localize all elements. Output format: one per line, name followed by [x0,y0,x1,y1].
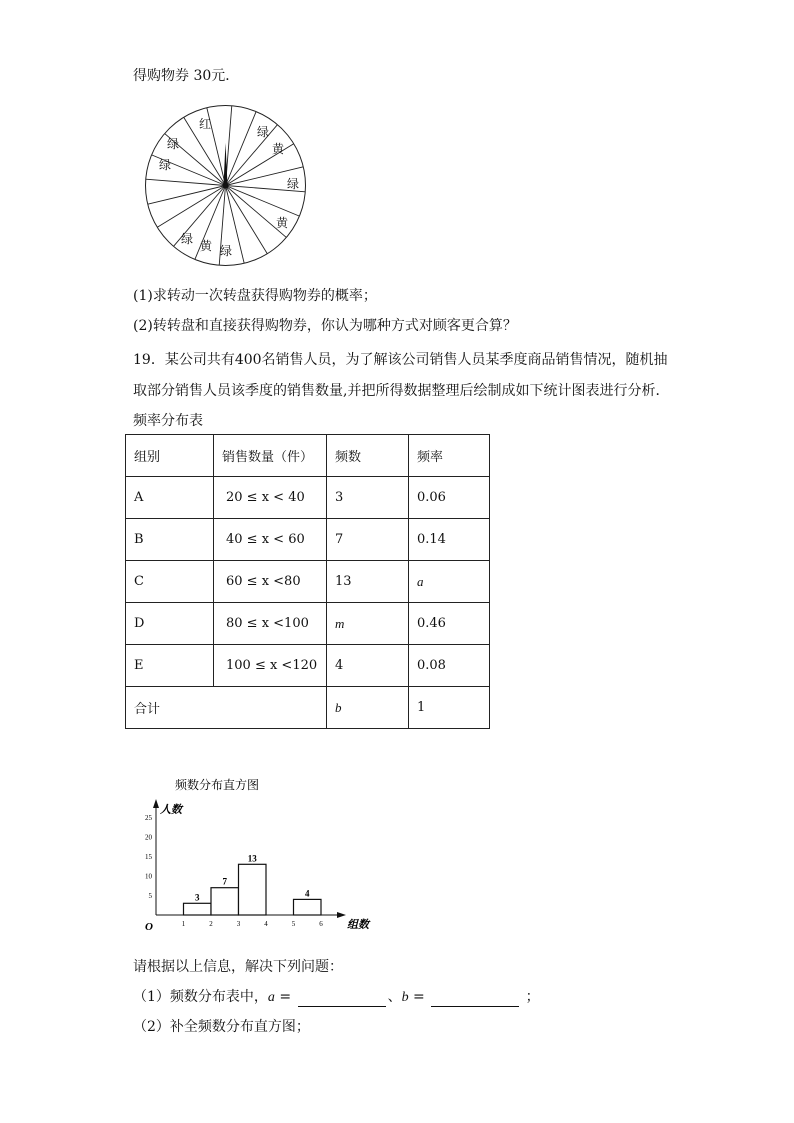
spinner-hub [223,183,229,189]
bar-value-label: 7 [222,876,227,887]
y-tick-label: 20 [145,833,152,842]
answer-blank-a[interactable] [298,992,386,1007]
bar-value-label: 13 [247,853,257,864]
cell-count: 7 [327,519,409,561]
spinner-label-green: 绿 [166,137,180,151]
cell-count: 4 [327,645,409,687]
cell-total-count: b [327,687,409,729]
y-tick-label: 10 [145,872,152,881]
line-end: ； [521,989,540,1005]
cell-count: m [327,603,409,645]
histogram-chart [128,773,378,938]
spinner-divider [226,125,278,186]
x-tick-label: 2 [209,920,213,928]
table-row [126,519,490,561]
x-tick-label: 6 [319,920,323,928]
cell-total-label: 合计 [126,687,327,729]
problem-19-line-1: 19．某公司共有400名销售人员，为了解该公司销售人员某季度商品销售情况，随机抽 [133,352,668,368]
table-row [126,645,490,687]
y-tick-label: 15 [145,853,152,861]
y-tick-label: 25 [145,814,152,822]
y-tick-label: 5 [148,892,152,900]
spinner-label-green: 绿 [286,177,300,191]
x-axis-arrow [337,912,346,918]
cell-frequency: 0.06 [409,477,490,519]
cell-group: E [126,645,214,687]
cell-count: 13 [327,561,409,603]
header-frequency: 频率 [409,435,490,477]
cell-frequency: 0.46 [409,603,490,645]
table-row [126,561,490,603]
separator: 、 [387,989,402,1005]
bar-value-label: 3 [195,892,200,903]
sub-q1-prefix: （1）频数分布表中， [133,989,268,1005]
cell-count: 3 [327,477,409,519]
table-caption: 频率分布表 [133,413,203,429]
spinner-divider [148,186,226,205]
instructions: 请根据以上信息，解决下列问题： [133,959,343,975]
x-tick-label: 1 [181,920,186,928]
var-a: a [267,990,275,1005]
x-tick-label: 4 [264,920,268,928]
spinner-label-green: 绿 [256,125,270,139]
frequency-table [125,434,490,729]
spinner-divider [157,186,225,228]
header-group: 组别 [126,435,214,477]
problem-19-line-2: 取部分销售人员该季度的销售数量,并把所得数据整理后绘制成如下统计图表进行分析． [133,383,670,399]
x-tick-label: 5 [291,920,296,928]
question-1: (1)求转动一次转盘获得购物券的概率； [133,288,377,304]
sub-question-2: （2）补全频数分布直方图； [133,1019,310,1035]
bar-value-label: 4 [305,888,310,899]
histogram-bar [211,888,239,915]
y-axis-arrow [153,799,159,808]
cell-frequency: a [409,561,490,603]
spinner-wheel [143,103,308,268]
cell-range: 40 ≤ x < 60 [214,519,327,561]
cell-group: C [126,561,214,603]
y-axis-label: 人数 [160,804,182,816]
sub-question-1 [133,988,540,1007]
intro-line: 得购物券 30元． [133,68,240,84]
x-axis-label: 组数 [347,919,369,931]
question-2: (2)转转盘和直接获得购物券，你认为哪种方式对顾客更合算？ [133,318,517,334]
table-total-row [126,687,490,729]
equals-sign: = [408,989,430,1005]
histogram-bar [294,899,322,915]
cell-frequency: 0.08 [409,645,490,687]
histogram-bar [239,864,267,915]
spinner-label-yellow: 黄 [271,142,285,156]
x-tick-label: 3 [236,920,241,928]
cell-group: A [126,477,214,519]
header-count: 频数 [327,435,409,477]
table-row [126,603,490,645]
cell-frequency: 0.14 [409,519,490,561]
table-header-row [126,435,490,477]
cell-range: 80 ≤ x <100 [214,603,327,645]
origin-label: O [145,921,153,933]
cell-range: 20 ≤ x < 40 [214,477,327,519]
cell-group: B [126,519,214,561]
answer-blank-b[interactable] [431,992,519,1007]
var-b: b [401,990,409,1005]
cell-range: 60 ≤ x <80 [214,561,327,603]
spinner-label-yellow: 黄 [275,216,289,230]
histogram-bar [184,903,212,915]
header-range: 销售数量（件） [214,435,327,477]
spinner-label-green: 绿 [158,158,172,172]
spinner-label-green: 绿 [180,232,194,246]
cell-range: 100 ≤ x <120 [214,645,327,687]
equals-sign: = [274,989,296,1005]
spinner-label-green: 绿 [219,244,233,258]
table-row [126,477,490,519]
cell-group: D [126,603,214,645]
spinner-label-yellow: 黄 [199,239,213,253]
chart-title: 频数分布直方图 [175,778,260,792]
cell-total-frequency: 1 [409,687,490,729]
spinner-label-red: 红 [198,117,212,131]
